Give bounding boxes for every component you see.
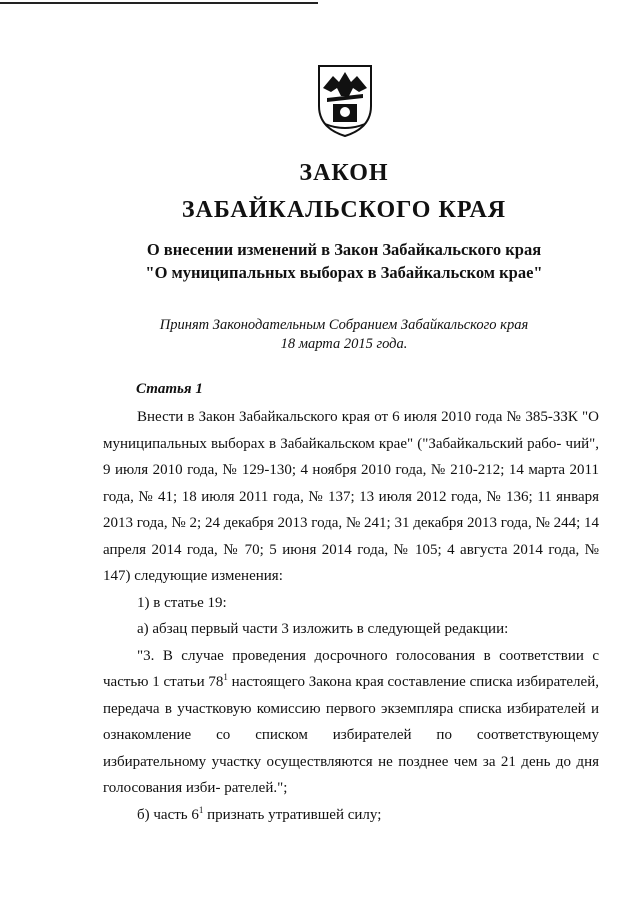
adoption-date: 18 марта 2015 года. bbox=[280, 336, 408, 352]
text-line: 2011 года, № 41; 18 июля 2011 года, № 137; 13 июля 2012 года, № 136; bbox=[103, 462, 599, 505]
document-subtitle bbox=[24, 238, 640, 284]
text-line: чий", 9 июля 2010 года, № 129-130; 4 ноября 2010 года, № 210-212; 14 марта bbox=[103, 435, 600, 478]
document-title-region: ЗАБАЙКАЛЬСКОГО КРАЯ bbox=[181, 197, 507, 223]
subtitle-line: О внесении изменений в Закон Забайкальского края bbox=[146, 240, 542, 259]
article-heading: Статья 1 bbox=[136, 381, 203, 397]
subtitle-line: "О муниципальных выборах в Забайкальском крае" bbox=[145, 263, 543, 282]
text-line: "3. В случае проведения досрочного голосования в соответствии с bbox=[137, 647, 599, 664]
superscript: 1 bbox=[198, 804, 204, 815]
text-line: частью 1 статьи 78 bbox=[103, 674, 224, 690]
superscript: 1 bbox=[223, 672, 228, 682]
article-body bbox=[103, 404, 599, 828]
coat-of-arms-emblem bbox=[313, 62, 377, 138]
document-title: ЗАКОН bbox=[299, 160, 389, 186]
text-line: признать утратившей силу; bbox=[203, 806, 382, 823]
text-line: рателей."; bbox=[224, 780, 288, 796]
item-1: 1) в статье 19: bbox=[137, 594, 227, 611]
text-line: 2014 года, № 147) следующие изменения: bbox=[103, 541, 599, 584]
text-line: 11 января 2013 года, № 2; 24 декабря 2013 года, № 241; 31 декабря 2013 года, bbox=[103, 488, 600, 531]
text-line: участку осуществляются не позднее чем за 21 день до дня голосования изби- bbox=[103, 753, 599, 796]
text-line: № 244; 14 апреля 2014 года, № 70; 5 июня 2014 года, № 105; 4 августа bbox=[103, 515, 600, 558]
intro-paragraph bbox=[103, 404, 599, 590]
item-a: а) абзац первый части 3 изложить в следующей редакции: bbox=[137, 621, 509, 637]
text-line: Внести в Закон Забайкальского края от 6 июля 2010 года № 385-ЗЗК bbox=[137, 409, 578, 425]
scan-edge-line bbox=[0, 2, 318, 4]
text-line: "О муниципальных выборах в Забайкальском крае" ("Забайкальский рабо- bbox=[103, 409, 599, 452]
text-line: передача в участковую комиссию первого экземпляра списка избирателей и bbox=[103, 700, 599, 717]
item-b bbox=[103, 802, 599, 829]
text-line: б) часть 6 bbox=[137, 806, 199, 823]
text-line: ознакомление со списком избирателей по соответствующему избирательному bbox=[103, 727, 599, 770]
adoption-line: Принят Законодательным Собранием Забайкальского края bbox=[159, 317, 529, 333]
text-line: настоящего Закона края составление списка избирателей, bbox=[227, 674, 599, 690]
adoption-note bbox=[24, 316, 640, 354]
quoted-paragraph bbox=[103, 643, 599, 802]
